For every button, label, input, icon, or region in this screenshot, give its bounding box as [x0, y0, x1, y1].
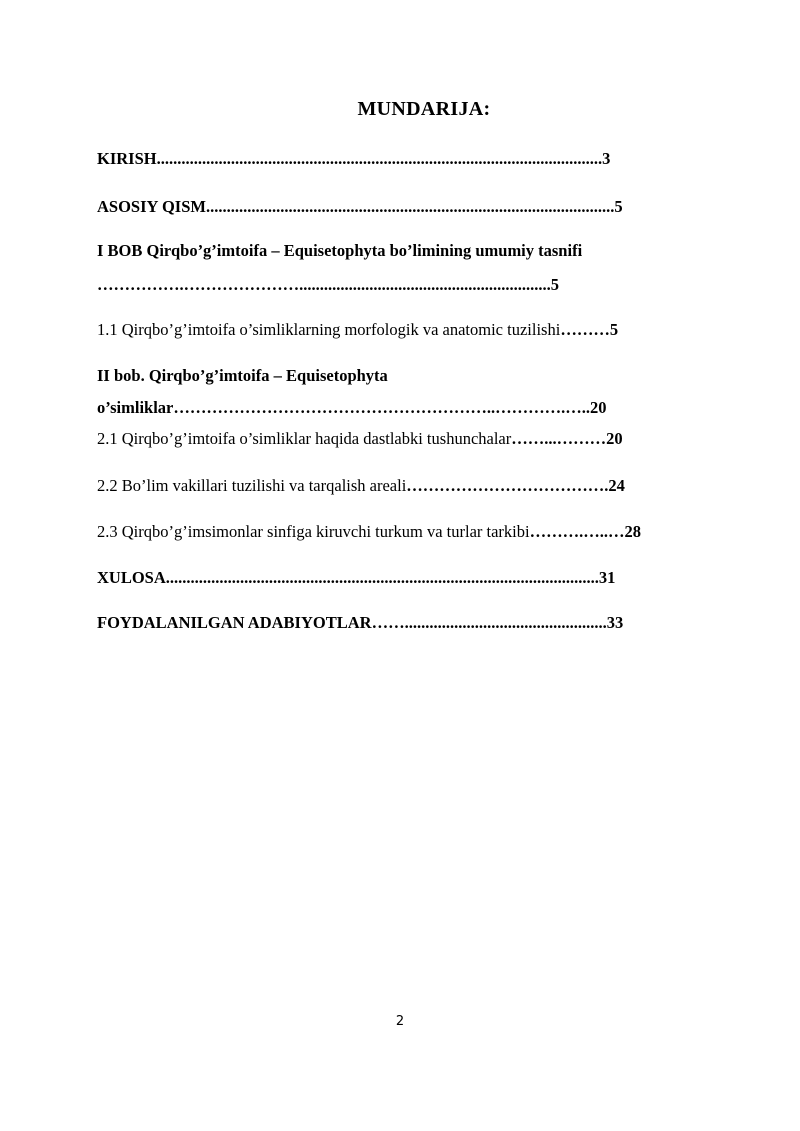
toc-leader: ……… [560, 320, 610, 339]
toc-page-number: 31 [598, 568, 616, 587]
toc-page-number: 5 [614, 197, 623, 216]
toc-leader: ……...……… [511, 429, 607, 448]
toc-entry-label: FOYDALANILGAN ADABIYOTLAR [97, 613, 372, 632]
toc-entry-xulosa[interactable] [97, 567, 700, 589]
toc-entry-label: ASOSIY QISM [97, 197, 206, 216]
toc-entry-bob1-title[interactable] [97, 240, 700, 262]
toc-entry-label: I BOB Qirqbo’g’imtoifa – Equisetophyta bo’limining umumiy tasnifi [97, 241, 583, 260]
toc-entry-label: 2.2 Bo’lim vakillari tuzilishi va tarqalish areali [97, 476, 407, 495]
toc-entry-section-1-1[interactable] [97, 319, 700, 341]
toc-entry-label: 1.1 Qirqbo’g’imtoifa o’simliklarning morfologik va anatomic tuzilishi [97, 320, 561, 339]
toc-leader: ………………………………. [406, 476, 609, 495]
toc-page-number: 20 [590, 398, 607, 417]
toc-leader: ............................................................................................................ [156, 149, 603, 168]
toc-leader: …………….…………………............................................................. [97, 275, 551, 294]
toc-title: MUNDARIJA: [357, 98, 491, 120]
toc-entry-foydalanilgan-adabiyotlar[interactable] [97, 612, 700, 634]
toc-entry-bob1-leader[interactable] [97, 274, 700, 296]
toc-entry-label: II bob. Qirqbo’g’imtoifa – Equisetophyta [97, 366, 388, 385]
toc-entry-asosiy-qism[interactable] [97, 196, 700, 218]
toc-leader: ……….…..… [529, 522, 625, 541]
toc-leader: …………………………………………………..………….….. [173, 398, 591, 417]
toc-entry-label: 2.1 Qirqbo’g’imtoifa o’simliklar haqida dastlabki tushunchalar [97, 429, 512, 448]
toc-page-number: 28 [624, 522, 641, 541]
toc-entry-label: o’simliklar [97, 398, 174, 417]
toc-entry-bob2-title[interactable] [97, 365, 700, 387]
toc-entry-section-2-3[interactable] [97, 521, 700, 543]
toc-entry-label: 2.3 Qirqbo’g’imsimonlar sinfiga kiruvchi turkum va turlar tarkibi [97, 522, 530, 541]
page-number: 2 [395, 1014, 405, 1029]
toc-leader: ……................................................. [371, 613, 607, 632]
toc-entry-bob2-continued[interactable] [97, 397, 700, 419]
toc-page-number: 33 [606, 613, 624, 632]
toc-page-number: 20 [606, 429, 623, 448]
toc-leader: ......................................................................................................... [165, 568, 599, 587]
toc-leader: ................................................................................................... [205, 197, 615, 216]
toc-page-number: 5 [550, 275, 559, 294]
toc-entry-kirish[interactable] [97, 148, 700, 170]
toc-entry-label: XULOSA [97, 568, 166, 587]
toc-entry-section-2-1[interactable] [97, 428, 700, 450]
toc-page-number: 5 [609, 320, 619, 339]
toc-page-number: 24 [608, 476, 625, 495]
toc-entry-label: KIRISH [97, 149, 157, 168]
toc-entry-section-2-2[interactable] [97, 475, 700, 497]
toc-page-number: 3 [602, 149, 611, 168]
